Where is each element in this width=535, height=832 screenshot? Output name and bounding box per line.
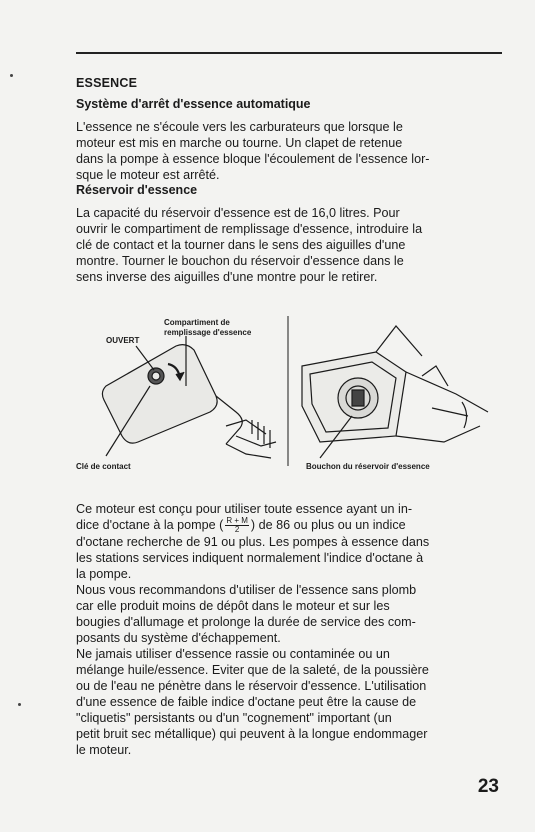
figure-illustration — [76, 316, 500, 476]
text-line: L'essence ne s'écoule vers les carburateurs que lorsque le — [76, 120, 403, 134]
tank-paragraph — [76, 205, 500, 285]
text-line: les stations services indiquent normalement l'indice d'octane à — [76, 551, 424, 566]
top-rule — [76, 52, 502, 54]
tank-title: Réservoir d'essence — [76, 183, 198, 197]
section-title: ESSENCE — [76, 76, 138, 90]
text-line: petit bruit sec métallique) qui peuvent à la longue endommager — [76, 727, 428, 742]
auto-stop-paragraph — [76, 119, 500, 183]
text-line: la pompe. — [76, 567, 132, 582]
text-line: ou de l'eau ne pénètre dans le réservoir d'essence. L'utilisation — [76, 679, 427, 694]
label-ignition-key: Clé de contact — [76, 462, 131, 471]
text-line: Ce moteur est conçu pour utiliser toute essence ayant un in- — [76, 502, 413, 516]
text-line: sque le moteur est arrêté. — [76, 168, 220, 182]
text-line: "cliquetis" persistants ou d'un "cognement" important (un — [76, 711, 392, 726]
auto-stop-title: Système d'arrêt d'essence automatique — [76, 97, 311, 111]
text-line-with-fraction — [76, 517, 500, 534]
text-line: montre. Tourner le bouchon du réservoir d'essence dans le — [76, 254, 404, 268]
text-fragment: ) de 86 ou plus ou un indice — [250, 518, 406, 532]
text-line: La capacité du réservoir d'essence est de 16,0 litres. Pour — [76, 206, 400, 220]
text-line: sens inverse des aiguilles d'une montre pour le retirer. — [76, 270, 378, 284]
octane-fraction — [225, 517, 249, 534]
text-line: car elle produit moins de dépôt dans le moteur et sur les — [76, 599, 390, 614]
octane-paragraph — [76, 501, 500, 758]
fuel-compartment-figure — [76, 316, 500, 476]
label-compartment-line1: Compartiment de — [164, 318, 230, 327]
fraction-denominator: 2 — [234, 525, 240, 535]
fuel-cap-drawing — [302, 326, 488, 458]
text-line: clé de contact et la tourner dans le sens des aiguilles d'une — [76, 238, 406, 252]
scan-speck — [10, 74, 13, 77]
text-line: moteur est mis en marche ou tourne. Un clapet de retenue — [76, 136, 403, 150]
text-line: d'octane recherche de 91 ou plus. Les pompes à essence dans — [76, 535, 430, 550]
text-line: bougies d'allumage et prolonge la durée de service des com- — [76, 615, 416, 630]
label-compartment-line2: remplissage d'essence — [164, 328, 252, 337]
text-line: dans la pompe à essence bloque l'écoulement de l'essence lor- — [76, 152, 430, 166]
text-line: Ne jamais utiliser d'essence rassie ou contaminée ou un — [76, 647, 390, 662]
text-line: d'une essence de faible indice d'octane peut être la cause de — [76, 695, 417, 710]
label-open: OUVERT — [106, 336, 140, 345]
page-number: 23 — [477, 776, 499, 797]
text-line: Nous vous recommandons d'utiliser de l'essence sans plomb — [76, 583, 417, 598]
text-line: ouvrir le compartiment de remplissage d'essence, introduire la — [76, 222, 423, 236]
compartment-lid-drawing — [102, 336, 276, 458]
fraction-numerator: R + M — [226, 516, 248, 526]
scan-speck — [18, 703, 21, 706]
text-fragment: dice d'octane à la pompe ( — [76, 518, 224, 532]
label-fuel-cap: Bouchon du réservoir d'essence — [306, 462, 430, 471]
text-line: mélange huile/essence. Eviter que de la saleté, de la poussière — [76, 663, 429, 678]
text-line: le moteur. — [76, 743, 132, 758]
text-line: posants du système d'échappement. — [76, 631, 281, 646]
